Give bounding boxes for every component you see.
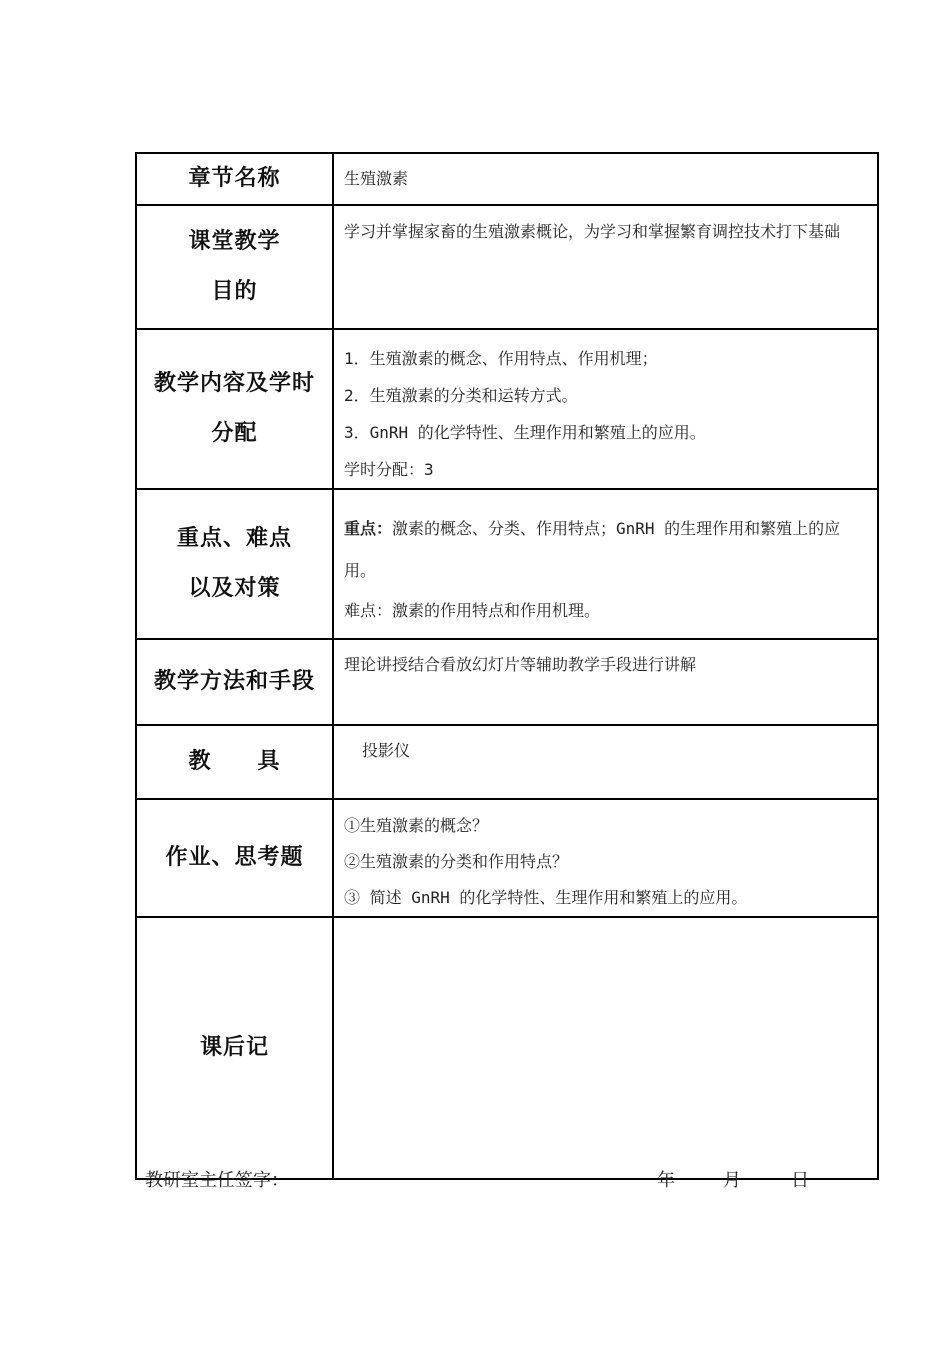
table-row bbox=[136, 489, 878, 639]
row-label-cell bbox=[136, 799, 333, 917]
table-row bbox=[136, 639, 878, 725]
table-row bbox=[136, 329, 878, 489]
row-label-cell bbox=[136, 153, 333, 205]
row-label-cell bbox=[136, 639, 333, 725]
key-point-body: 激素的概念、分类、作用特点；GnRH 的生理作用和繁殖上的应用。 bbox=[344, 519, 841, 580]
homework-item: ①生殖激素的概念？ bbox=[344, 816, 489, 835]
chapter-value: 生殖激素 bbox=[344, 169, 409, 188]
homework-label: 作业、思考题 bbox=[165, 845, 304, 870]
objective-value: 学习并掌握家畜的生殖激素概论，为学习和掌握繁育调控技术打下基础 bbox=[344, 222, 841, 241]
method-value: 理论讲授结合看放幻灯片等辅助教学手段进行讲解 bbox=[344, 655, 697, 674]
difficulty-text: 难点：激素的作用特点和作用机理。 bbox=[344, 601, 601, 620]
row-label-cell bbox=[136, 725, 333, 799]
signature-label: 教研室主任签字： bbox=[145, 1170, 289, 1191]
objective-label-line2: 目的 bbox=[211, 279, 258, 304]
row-value-cell bbox=[333, 639, 878, 725]
content-item: 1．生殖激素的概念、作用特点、作用机理； bbox=[344, 349, 658, 368]
chapter-label: 章节名称 bbox=[188, 166, 281, 191]
date-year-label: 年 bbox=[657, 1170, 675, 1191]
row-label-cell bbox=[136, 489, 333, 639]
row-value-cell bbox=[333, 799, 878, 917]
lesson-plan-table bbox=[135, 152, 879, 1180]
row-value-cell bbox=[333, 725, 878, 799]
method-label: 教学方法和手段 bbox=[153, 669, 315, 694]
date-day-label: 日 bbox=[791, 1170, 809, 1191]
row-value-cell bbox=[333, 329, 878, 489]
table-row bbox=[136, 153, 878, 205]
key-points-label-line1: 重点、难点 bbox=[176, 526, 292, 551]
content-item: 3．GnRH 的化学特性、生理作用和繁殖上的应用。 bbox=[344, 423, 706, 442]
tools-label: 教 具 bbox=[188, 749, 281, 774]
content-label-line1: 教学内容及学时 bbox=[153, 371, 315, 396]
tools-value: 投影仪 bbox=[362, 741, 411, 760]
key-point-text bbox=[344, 508, 869, 592]
table-row bbox=[136, 799, 878, 917]
table-row bbox=[136, 205, 878, 329]
homework-item: ②生殖激素的分类和作用特点？ bbox=[344, 852, 569, 871]
content-item: 2．生殖激素的分类和运转方式。 bbox=[344, 386, 578, 405]
objective-label-line1: 课堂教学 bbox=[188, 229, 281, 254]
key-point-prefix: 重点： bbox=[344, 519, 393, 538]
row-value-cell bbox=[333, 153, 878, 205]
content-label-line2: 分配 bbox=[211, 421, 258, 446]
date-month-label: 月 bbox=[723, 1170, 741, 1191]
row-value-cell bbox=[333, 917, 878, 1179]
table-row bbox=[136, 917, 878, 1179]
row-label-cell bbox=[136, 917, 333, 1179]
content-hours: 学时分配：3 bbox=[344, 460, 434, 479]
row-value-cell bbox=[333, 205, 878, 329]
row-label-cell bbox=[136, 205, 333, 329]
row-value-cell bbox=[333, 489, 878, 639]
table-row bbox=[136, 725, 878, 799]
homework-item: ③ 简述 GnRH 的化学特性、生理作用和繁殖上的应用。 bbox=[344, 888, 748, 907]
key-points-label-line2: 以及对策 bbox=[188, 576, 281, 601]
afterword-label: 课后记 bbox=[199, 1035, 269, 1060]
row-label-cell bbox=[136, 329, 333, 489]
